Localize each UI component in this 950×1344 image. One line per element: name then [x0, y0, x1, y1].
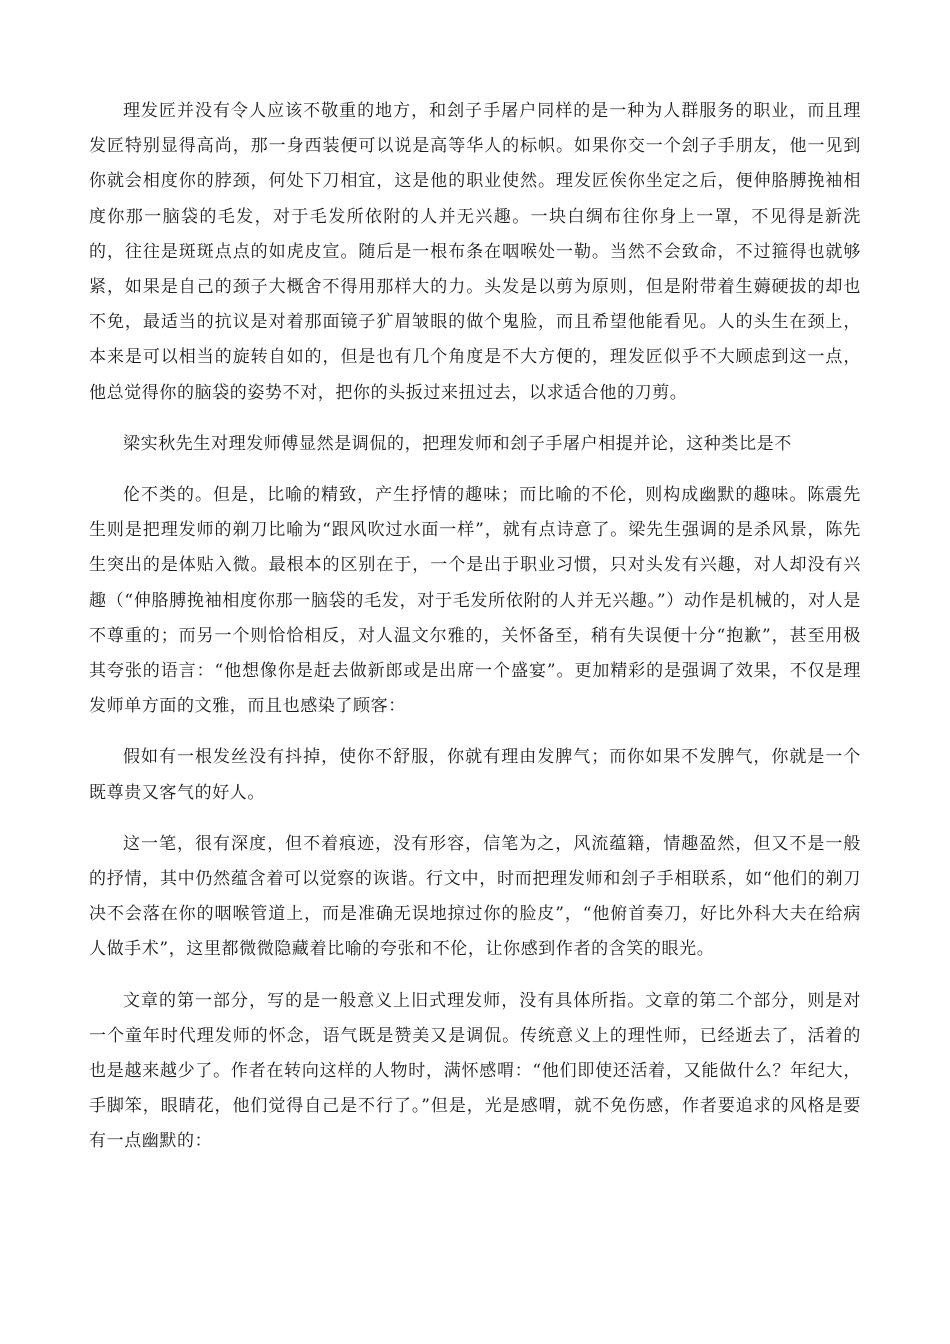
paragraph-commentary-intro: 梁实秋先生对理发师傅显然是调侃的，把理发师和刽子手屠户相提并论，这种类比是不 — [123, 433, 792, 454]
paragraph-structure-analysis: 文章的第一部分，写的是一般意义上旧式理发师，没有具体所指。文章的第二个部分，则是对一个童年时代理发师的怀念，语气既是赞美又是调侃。传统意义上的理性师，已经逝去了，活着的也是越来越少了。作者在转向这样的人物时，满怀感喟：“他们即使还活着，又能做什么？年纪大，手脚笨，眼睛花，他们觉得自己是不行了。”但是，光是感喟，就不免伤感，作者要追求的风格是要有一点幽默的： — [89, 990, 861, 1152]
document-body — [89, 94, 861, 1160]
paragraph-metaphor-analysis: 伦不类的。但是，比喻的精致，产生抒情的趣味；而比喻的不伦，则构成幽默的趣味。陈震先生则是把理发师的剃刀比喻为“跟风吹过水面一样”，就有点诗意了。梁先生强调的是杀风景，陈先生突出的是体贴入微。最根本的区别在于，一个是出于职业习惯，只对头发有兴趣，对人却没有兴趣（“伸胳膊挽袖相度你那一脑袋的毛发，对于毛发所依附的人并无兴趣。”）动作是机械的，对人是不尊重的；而另一个则恰恰相反，对人温文尔雅的，关怀备至，稍有失误便十分“抱歉”，甚至用极其夸张的语言：“他想像你是赶去做新郎或是出席一个盛宴”。更加精彩的是强调了效果，不仅是理发师单方面的文雅，而且也感染了顾客： — [89, 485, 861, 717]
paragraph-style-analysis: 这一笔，很有深度，但不着痕迹，没有形容，信笔为之，风流蕴籍，情趣盈然，但又不是一般的抒情，其中仍然蕴含着可以觉察的诙谐。行文中，时而把理发师和刽子手相联系，如“他们的剃刀决不会落在你的咽喉管道上，而是准确无误地掠过你的脸皮”，“他俯首奏刀，好比外科大夫在给病人做手术”，这里都微微隐藏着比喻的夸张和不伦，让你感到作者的含笑的眼光。 — [89, 833, 861, 960]
paragraph-quotation: 假如有一根发丝没有抖掉，使你不舒服，你就有理由发脾气；而你如果不发脾气，你就是一个既尊贵又客气的好人。 — [89, 747, 861, 803]
paragraph-barber-description: 理发匠并没有令人应该不敬重的地方，和刽子手屠户同样的是一种为人群服务的职业，而且理发匠特别显得高尚，那一身西装便可以说是高等华人的标帜。如果你交一个刽子手朋友，他一见到你就会相度你的脖颈，何处下刀相宜，这是他的职业使然。理发匠俟你坐定之后，便伸胳膊挽袖相度你那一脑袋的毛发，对于毛发所依附的人并无兴趣。一块白绸布往你身上一罩，不见得是新洗的，往往是斑斑点点的如虎皮宣。随后是一根布条在咽喉处一勒。当然不会致命，不过箍得也就够紧，如果是自己的颈子大概舍不得用那样大的力。头发是以剪为原则，但是附带着生薅硬拔的却也不免，最适当的抗议是对着那面镜子犷眉皱眼的做个鬼脸，而且希望他能看见。人的头生在颈上，本来是可以相当的旋转自如的，但是也有几个角度是不大方便的，理发匠似乎不大顾虑到这一点，他总觉得你的脑袋的姿势不对，把你的头扳过来扭过去，以求适合他的刀剪。 — [89, 101, 861, 403]
